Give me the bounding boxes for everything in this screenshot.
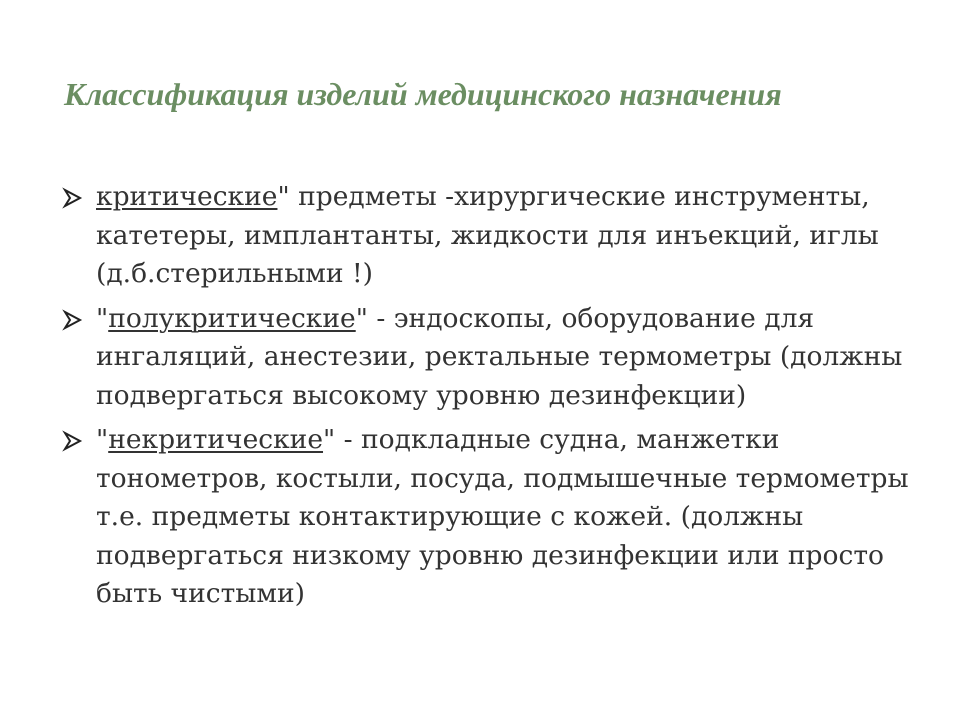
arrow-bullet-icon [62,309,84,331]
bullet-item-critical [62,178,912,294]
bullet-text: " - эндоскопы, оборудование для ингаляций, анестезии, ректальные термометры (должны подвергаться высокому уровню дезинфекции) [96,302,903,411]
bullet-item-semicritical [62,300,912,416]
bullet-text: " - подкладные судна, манжетки тонометров, костыли, посуда, подмышечные термометры т.е. предметы контактирующие с кожей. (должны подвергаться низкому уровню дезинфекции или просто быть чистыми) [96,424,909,609]
arrow-bullet-icon [62,430,84,452]
bullet-list [62,178,912,620]
bullet-item-noncritical [62,421,912,614]
bullet-term: полукритические [108,302,356,334]
bullet-term: критические [96,181,278,212]
slide-title: Классификация изделий медицинского назначения [64,76,782,112]
arrow-bullet-icon [62,187,84,209]
bullet-term-prefix: " [96,424,109,455]
bullet-text: " предметы -хирургические инструменты, катетеры, имплантанты, жидкости для инъекций, иглы (д.б.стерильными !) [96,181,879,289]
bullet-term-prefix: " [96,302,109,334]
bullet-term: некритические [108,424,324,455]
